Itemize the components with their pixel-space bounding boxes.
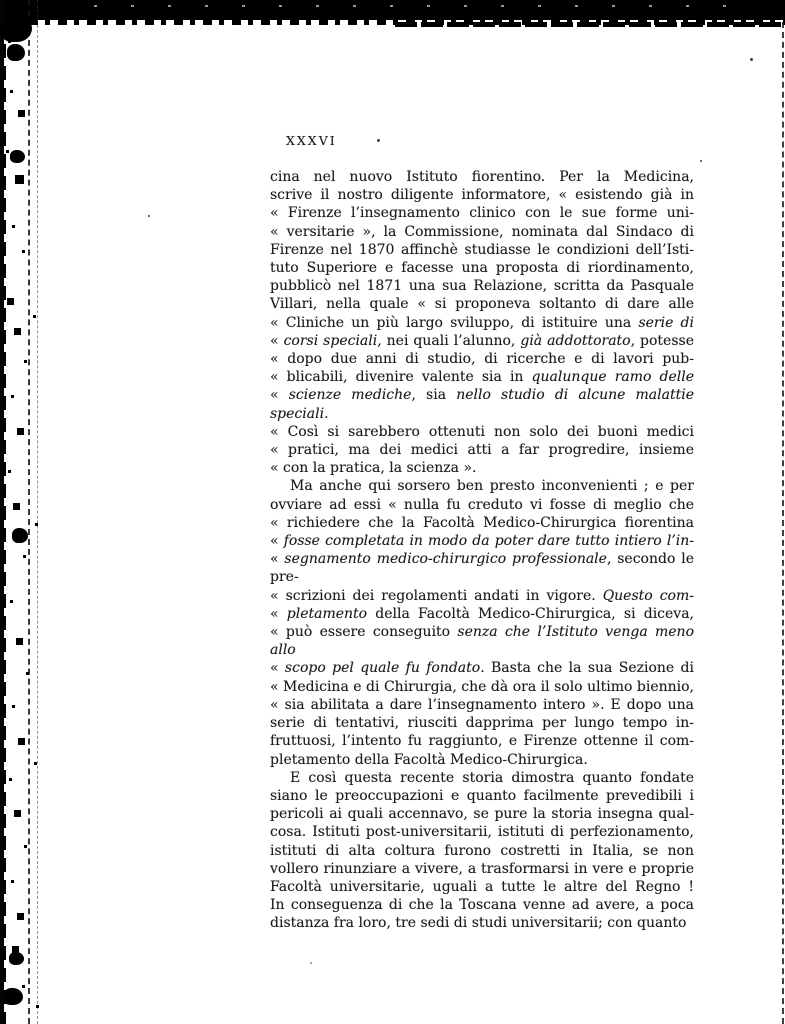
scan-ink-blob	[12, 528, 28, 543]
text-line: scrive il nostro diligente informatore, « esistendo già in	[270, 187, 694, 204]
text-line: « pletamento della Facoltà Medico-Chirurgica, si diceva,	[270, 605, 695, 622]
scan-right-dashed-line	[782, 22, 784, 1024]
text-line: E così questa recente storia dimostra quanto fondate	[290, 769, 694, 786]
text-line: pletamento della Facoltà Medico-Chirurgica.	[270, 751, 588, 768]
text-line: « versitarie », la Commissione, nominata dal Sindaco di	[270, 223, 694, 240]
page-number: XXXVI	[286, 133, 337, 148]
text-line: « scopo pel quale fu fondato. Basta che la sua Sezione di	[270, 660, 694, 677]
text-line: In conseguenza di che la Toscana venne ad avere, a poca	[270, 897, 694, 914]
scan-top-band-ragged-edge	[395, 22, 785, 27]
text-line: pericoli ai quali accennavo, se pure la storia insegna qual-	[270, 806, 694, 823]
text-line: « con la pratica, la scienza ».	[270, 460, 477, 477]
text-line: « Medicina e di Chirurgia, che dà ora il solo ultimo biennio,	[270, 678, 694, 695]
text-line: « richiedere che la Facoltà Medico-Chirurgica fiorentina	[270, 514, 694, 531]
scan-stray-speck	[148, 215, 150, 217]
text-line: « Firenze l’insegnamento clinico con le sue forme uni-	[270, 205, 694, 222]
scan-stray-speck	[700, 160, 702, 162]
text-block	[270, 168, 694, 933]
text-line: « sia abilitata a dare l’insegnamento intero ». E dopo una	[270, 696, 694, 713]
scan-ink-blob	[7, 44, 25, 61]
scan-ink-blob	[0, 14, 32, 42]
text-line: « fosse completata in modo da poter dare tutto intiero l’in-	[270, 533, 694, 550]
scan-ink-blob	[9, 952, 24, 965]
text-line: Facoltà universitarie, uguali a tutte le altre del Regno !	[270, 878, 694, 895]
text-line: fruttuosi, l’intento fu raggiunto, e Firenze ottenne il com-	[270, 733, 694, 750]
text-line: « blicabili, divenire valente sia in qualunque ramo delle	[270, 369, 694, 386]
text-line: « può essere conseguito senza che l’Istituto venga meno allo	[270, 624, 694, 659]
text-line: Villari, nella quale « si proponeva soltanto di dare alle	[270, 296, 694, 313]
scan-top-band	[0, 0, 785, 20]
text-line: cosa. Istituti post-universitarii, istituti di perfezionamento,	[270, 824, 694, 841]
text-line: « Cliniche un più largo sviluppo, di istituire una serie di	[270, 314, 694, 331]
text-line: tuto Superiore e facesse una proposta di riordinamento,	[270, 260, 694, 277]
text-line: Firenze nel 1870 affinchè studiasse le condizioni dell’Isti-	[270, 241, 694, 258]
text-line: siano le preoccupazioni e quanto facilmente prevedibili i	[270, 787, 694, 804]
text-line: distanza fra loro, tre sedi di studi universitarii; con quanto	[270, 915, 687, 932]
text-line: « Così si sarebbero ottenuti non solo dei buoni medici	[270, 423, 694, 440]
scan-left-dotted-line	[37, 0, 38, 1024]
scan-left-edge-bar	[0, 0, 4, 1024]
scan-ink-blob	[3, 988, 23, 1005]
scan-stray-speck	[750, 58, 753, 61]
text-line: cina nel nuovo Istituto fiorentino. Per la Medicina,	[270, 169, 694, 185]
text-line: serie di tentativi, riusciti dapprima per lungo tempo in-	[270, 715, 694, 732]
text-line: istituti di alta coltura furono costretti in Italia, se non	[270, 842, 694, 859]
scan-stray-speck	[310, 962, 312, 964]
scan-left-dashed-line	[28, 0, 30, 1024]
text-line: Ma anche qui sorsero ben presto inconvenienti ; e per	[290, 478, 694, 495]
text-line: « corsi speciali, nei quali l’alunno, già addottorato, potesse	[270, 332, 694, 349]
text-line: vollero rinunziare a vivere, a trasformarsi in vere e proprie	[270, 860, 694, 877]
text-line: « scienze mediche, sia nello studio di alcune malattie speciali.	[270, 387, 694, 422]
text-line: ovviare ad essi « nulla fu creduto vi fosse di meglio che	[270, 496, 694, 513]
scan-noise-specks	[0, 0, 3, 3]
scan-ink-blob	[10, 150, 25, 163]
text-line: « segnamento medico-chirurgico professionale, secondo le pre-	[270, 551, 695, 586]
text-line: pubblicò nel 1871 una sua Relazione, scritta da Pasquale	[270, 278, 694, 295]
scan-stray-speck	[377, 139, 380, 142]
text-line: « pratici, ma dei medici atti a far progredire, insieme	[270, 442, 694, 459]
text-line: « dopo due anni di studio, di ricerche e di lavori pub-	[270, 351, 694, 368]
text-line: « scrizioni dei regolamenti andati in vigore. Questo com-	[270, 587, 694, 604]
